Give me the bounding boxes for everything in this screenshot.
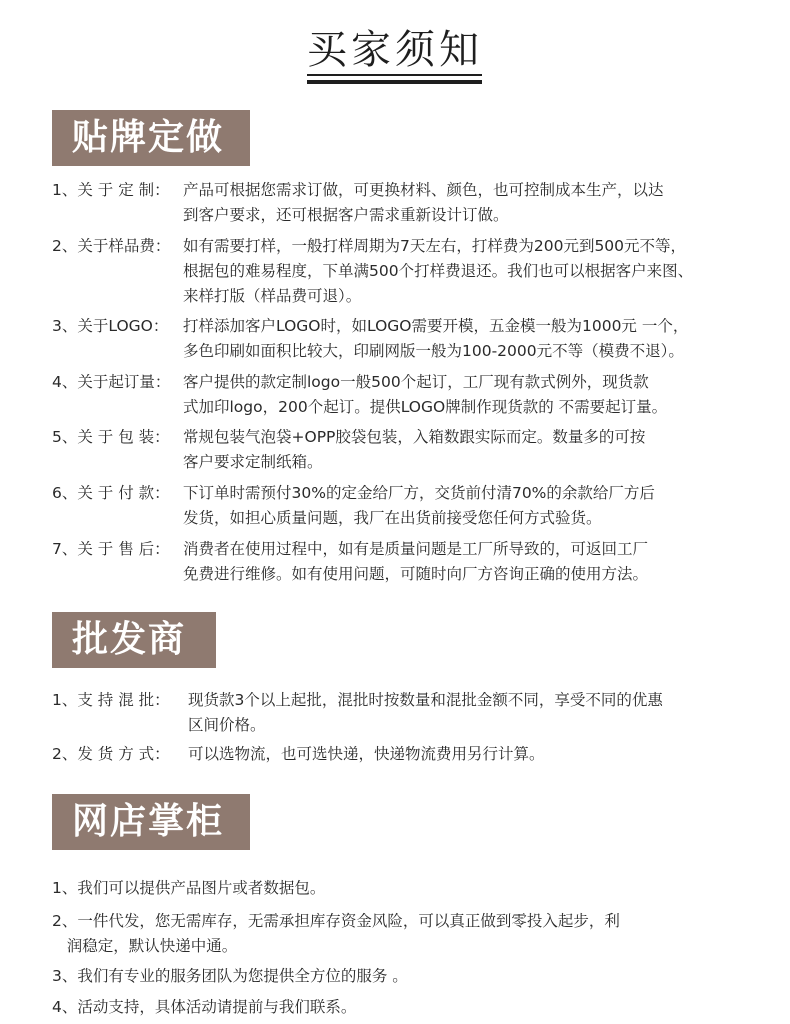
list-item [52,876,325,901]
item-line: 1、我们可以提供产品图片或者数据包。 [52,879,326,897]
item-label: 5、关 于 包 装： [52,428,170,446]
list-item [52,909,620,959]
item-label: 4、关于起订量： [52,373,171,391]
item-line: 润稳定，默认快递中通。 [52,937,238,955]
item-text [188,688,663,738]
item-line: 多色印刷如面积比较大，印刷网版一般为100-2000元不等（模费不退）。 [183,342,684,360]
item-line: 免费进行维修。如有使用问题，可随时向厂方咨询正确的使用方法。 [183,565,649,583]
item-line: 常规包装气泡袋+OPP胶袋包装，入箱数跟实际而定。数量多的可按 [183,428,646,446]
item-line: 式加印logo，200个起订。提供LOGO牌制作现货款的 不需要起订量。 [183,398,668,416]
page-title: 买家须知 [307,27,483,73]
item-line: 可以选物流，也可选快递，快递物流费用另行计算。 [188,745,545,763]
item-text [183,425,645,475]
item-label: 3、关于LOGO： [52,317,169,335]
item-line: 现货款3个以上起批，混批时按数量和混批金额不同，享受不同的优惠 [188,691,663,709]
item-text [183,314,688,364]
list-item [52,964,408,989]
item-line: 客户提供的款定制logo一般500个起订，工厂现有款式例外，现货款 [183,373,649,391]
section-header-oem: 贴牌定做 [52,110,250,166]
item-label: 2、关于样品费： [52,237,171,255]
item-text [183,234,693,309]
item-line: 客户要求定制纸箱。 [183,453,323,471]
item-line: 如有需要打样，一般打样周期为7天左右，打样费为200元到500元不等， [183,237,687,255]
item-line: 来样打版（样品费可退）。 [183,287,362,305]
item-text [183,537,648,587]
item-line: 产品可根据您需求订做，可更换材料、颜色，也可控制成本生产，以达 [183,181,664,199]
item-line: 4、活动支持，具体活动请提前与我们联系。 [52,998,357,1016]
item-label: 6、关 于 付 款： [52,484,170,502]
item-label: 2、发 货 方 式： [52,745,170,763]
item-label: 1、支 持 混 批： [52,691,170,709]
section-header-online-store: 网店掌柜 [52,794,250,850]
item-line: 打样添加客户LOGO时，如LOGO需要开模，五金模一般为1000元 一个， [183,317,689,335]
title-underline-thick [307,80,482,84]
item-line: 下订单时需预付30%的定金给厂方，交货前付清70%的余款给厂方后 [183,484,655,502]
list-item [52,995,356,1020]
item-line: 3、我们有专业的服务团队为您提供全方位的服务 。 [52,967,408,985]
section-header-wholesale: 批发商 [52,612,216,668]
item-line: 根据包的难易程度，下单满500个打样费退还。我们也可以根据客户来图、 [183,262,694,280]
item-text [183,178,664,228]
item-line: 消费者在使用过程中，如有是质量问题是工厂所导致的，可返回工厂 [183,540,649,558]
item-text [183,481,655,531]
item-line: 区间价格。 [188,716,266,734]
title-underline-thin [307,74,482,76]
item-text [183,370,667,420]
item-line: 到客户要求，还可根据客户需求重新设计订做。 [183,206,509,224]
item-label: 7、关 于 售 后： [52,540,170,558]
item-line: 发货，如担心质量问题，我厂在出货前接受您任何方式验货。 [183,509,602,527]
item-line: 2、一件代发，您无需库存，无需承担库存资金风险，可以真正做到零投入起步，利 [52,912,620,930]
item-text [188,742,545,767]
item-label: 1、关 于 定 制： [52,181,170,199]
